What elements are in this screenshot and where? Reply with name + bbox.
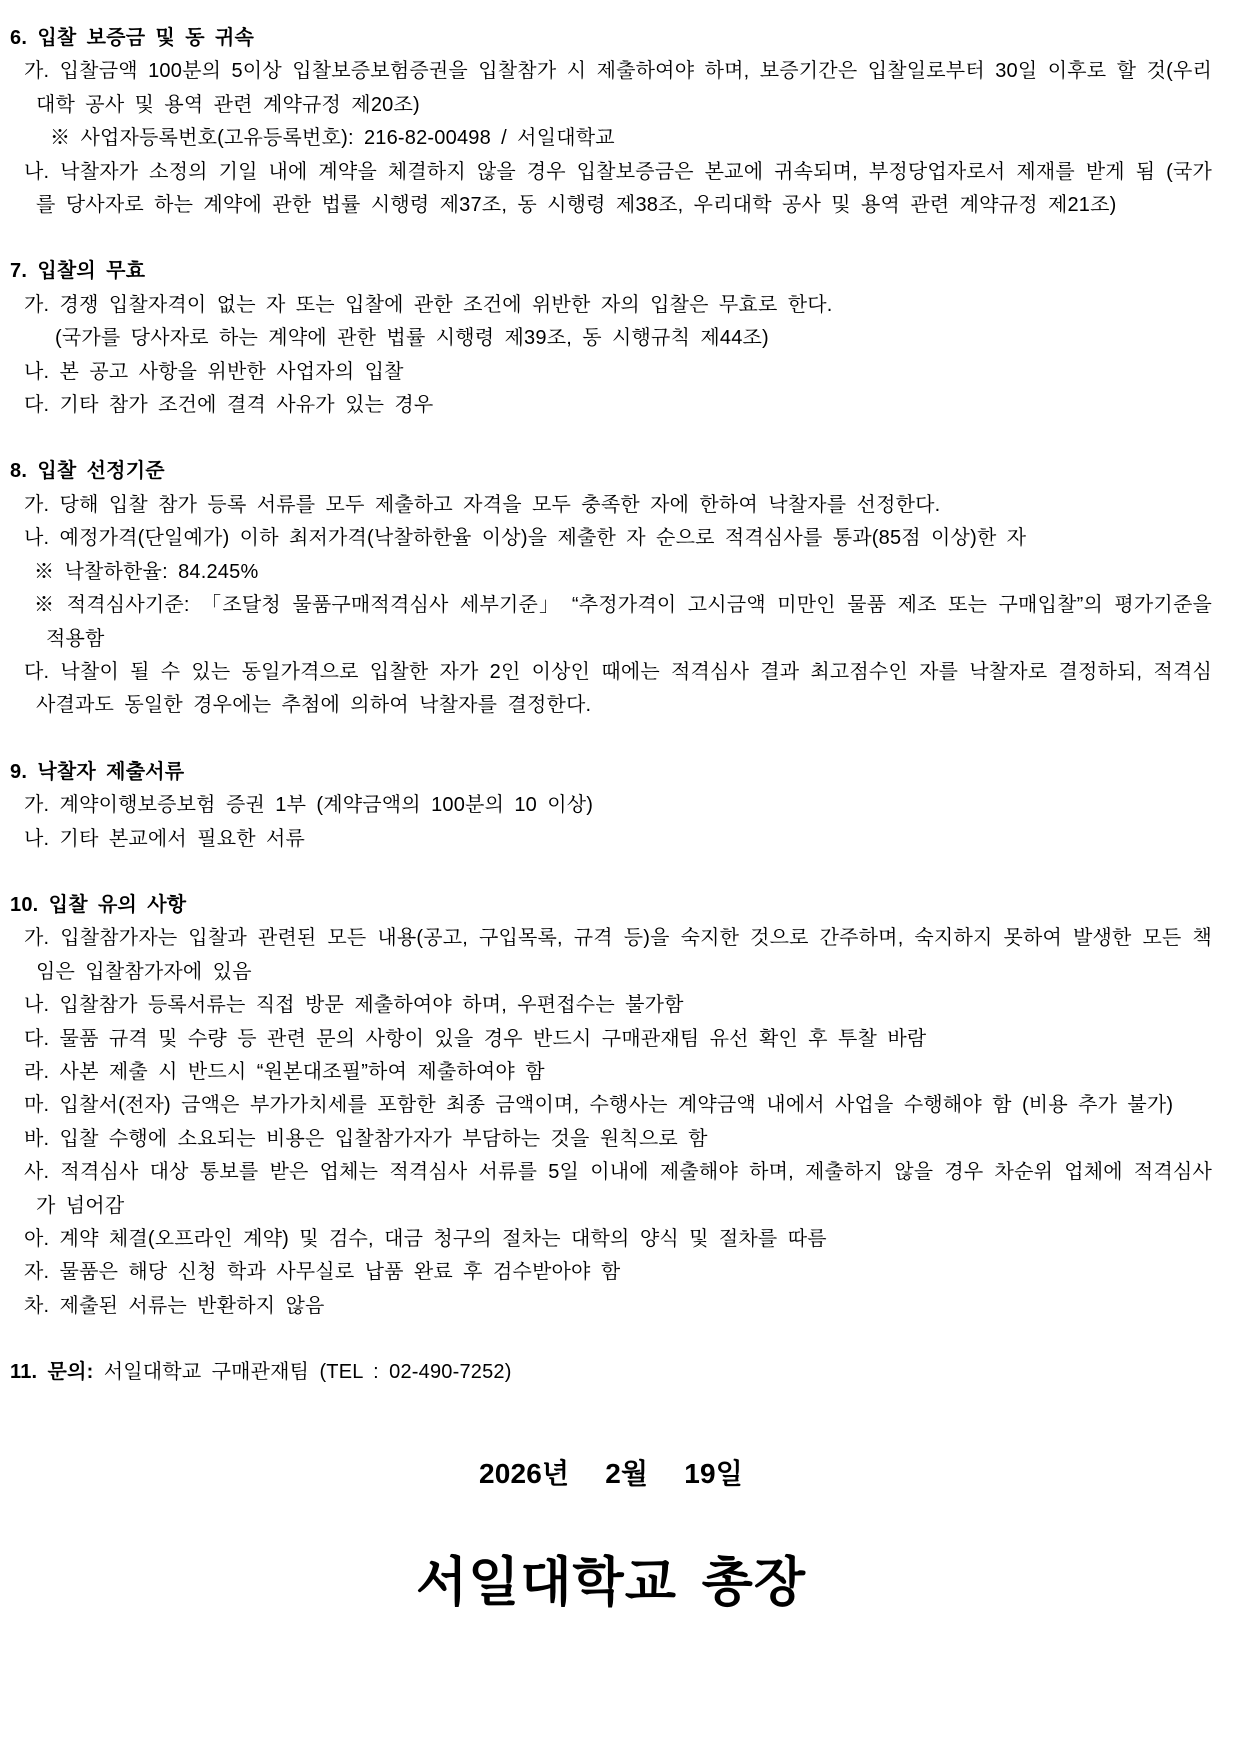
item-label: 나. bbox=[24, 527, 50, 550]
item-text: 입찰금액 100분의 5이상 입찰보증보험증권을 입찰참가 시 제출하여야 하며, 보증기간은 입찰일로부터 30일 이후로 할 것(우리대학 공사 및 용역 관련 계약규정 제20조) bbox=[36, 60, 1212, 116]
item-text: 기타 본교에서 필요한 서류 bbox=[59, 827, 306, 850]
section-8 bbox=[10, 455, 1212, 722]
section-number: 8. bbox=[10, 460, 28, 483]
item-label: 나. bbox=[24, 827, 50, 850]
item-text: 낙찰이 될 수 있는 동일가격으로 입찰한 자가 2인 이상인 때에는 적격심사 결과 최고점수인 자를 낙찰자로 결정하되, 적격심사결과도 동일한 경우에는 추첨에 의하여 낙찰자를 결정한다. bbox=[36, 660, 1212, 717]
item-label: 차. bbox=[24, 1294, 50, 1317]
list-item bbox=[10, 823, 1212, 856]
item-label: 바. bbox=[24, 1127, 50, 1150]
item-text: 입찰참가 등록서류는 직접 방문 제출하여야 하며, 우편접수는 불가함 bbox=[59, 994, 684, 1017]
section-10 bbox=[10, 889, 1212, 1323]
note-item bbox=[10, 589, 1212, 656]
item-text: 기타 참가 조건에 결격 사유가 있는 경우 bbox=[59, 394, 434, 417]
item-label: 다. bbox=[24, 660, 50, 683]
item-text: 입찰서(전자) 금액은 부가가치세를 포함한 최종 금액이며, 수행사는 계약금액 내에서 사업을 수행해야 함 (비용 추가 불가) bbox=[59, 1094, 1174, 1117]
item-label: 가. bbox=[24, 60, 50, 83]
list-item bbox=[10, 1123, 1212, 1156]
item-text: 사본 제출 시 반드시 “원본대조필”하여 제출하여야 함 bbox=[59, 1060, 545, 1083]
list-item bbox=[10, 1223, 1212, 1256]
section-7-heading bbox=[10, 255, 1212, 288]
item-text: 낙찰자가 소정의 기일 내에 계약을 체결하지 않을 경우 입찰보증금은 본교에 귀속되며, 부정당업자로서 제재를 받게 됨 (국가를 당사자로 하는 계약에 관한 법률 시행령 제37조, 동 시행령 제38조, 우리대학 공사 및 용역 관련 계약규정 제21조) bbox=[36, 160, 1212, 217]
section-9 bbox=[10, 756, 1212, 856]
item-label: 마. bbox=[24, 1094, 50, 1117]
section-number: 10. bbox=[10, 893, 39, 916]
note-mark: ※ bbox=[34, 560, 55, 583]
list-item bbox=[10, 1290, 1212, 1323]
section-title: 낙찰자 제출서류 bbox=[37, 760, 185, 783]
item-label: 라. bbox=[24, 1060, 50, 1083]
list-item bbox=[10, 1089, 1212, 1122]
list-item bbox=[10, 156, 1212, 223]
section-number: 6. bbox=[10, 27, 28, 49]
list-item bbox=[10, 922, 1212, 989]
section-7 bbox=[10, 255, 1212, 422]
section-11 bbox=[10, 1356, 1212, 1389]
note-mark: ※ bbox=[34, 594, 56, 617]
item-label: 가. bbox=[24, 493, 50, 516]
list-item bbox=[10, 489, 1212, 522]
item-label: 나. bbox=[24, 994, 50, 1017]
item-text: 물품 규격 및 수량 등 관련 문의 사항이 있을 경우 반드시 구매관재팀 유선 확인 후 투찰 바람 bbox=[59, 1027, 927, 1050]
item-label: 다. bbox=[24, 1027, 50, 1050]
item-text: 적격심사 대상 통보를 받은 업체는 적격심사 서류를 5일 이내에 제출해야 하며, 제출하지 않을 경우 차순위 업체에 적격심사가 넘어감 bbox=[36, 1161, 1212, 1217]
list-item bbox=[10, 55, 1212, 122]
item-label: 다. bbox=[24, 394, 50, 417]
list-item bbox=[10, 1256, 1212, 1289]
item-label: 나. bbox=[24, 360, 50, 383]
list-item bbox=[10, 789, 1212, 822]
list-item bbox=[10, 289, 1212, 322]
section-title: 입찰의 무효 bbox=[37, 260, 146, 283]
list-item bbox=[10, 356, 1212, 389]
section-number: 9. bbox=[10, 760, 28, 783]
list-item bbox=[10, 389, 1212, 422]
item-label: 가. bbox=[24, 927, 50, 950]
section-title: 입찰 보증금 및 동 귀속 bbox=[37, 27, 255, 49]
item-label: 아. bbox=[24, 1228, 50, 1250]
contact-label: 11. 문의: bbox=[10, 1361, 94, 1384]
item-label: 가. bbox=[24, 794, 50, 817]
note-mark: ※ bbox=[50, 127, 71, 150]
item-text: 입찰참가자는 입찰과 관련된 모든 내용(공고, 구입목록, 규격 등)을 숙지한 것으로 간주하며, 숙지하지 못하여 발생한 모든 책임은 입찰참가자에 있음 bbox=[36, 927, 1212, 983]
section-number: 7. bbox=[10, 260, 28, 283]
note-text: 낙찰하한율: 84.245% bbox=[64, 560, 259, 583]
list-item bbox=[10, 1156, 1212, 1223]
item-label: 사. bbox=[24, 1161, 50, 1184]
item-text: 본 공고 사항을 위반한 사업자의 입찰 bbox=[59, 360, 404, 383]
section-6-heading bbox=[10, 22, 1212, 55]
section-title: 입찰 유의 사항 bbox=[48, 893, 187, 916]
list-item bbox=[10, 522, 1212, 555]
section-6 bbox=[10, 22, 1212, 222]
list-item bbox=[10, 1056, 1212, 1089]
note-item bbox=[10, 122, 1212, 155]
item-text: (국가를 당사자로 하는 계약에 관한 법률 시행령 제39조, 동 시행규칙 제44조) bbox=[55, 327, 769, 350]
list-item bbox=[10, 1023, 1212, 1056]
item-text: 계약이행보증보험 증권 1부 (계약금액의 100분의 10 이상) bbox=[59, 794, 594, 817]
note-text: 사업자등록번호(고유등록번호): 216-82-00498 / 서일대학교 bbox=[80, 127, 615, 150]
section-10-heading bbox=[10, 889, 1212, 922]
item-label: 가. bbox=[24, 293, 50, 316]
item-text: 제출된 서류는 반환하지 않음 bbox=[59, 1294, 325, 1317]
contact-line bbox=[10, 1356, 1212, 1389]
item-text: 당해 입찰 참가 등록 서류를 모두 제출하고 자격을 모두 충족한 자에 한하여 낙찰자를 선정한다. bbox=[59, 493, 941, 516]
signature: 서일대학교 총장 bbox=[415, 1552, 807, 1612]
item-label: 자. bbox=[24, 1261, 50, 1284]
document-date: 2026년 2월 19일 bbox=[478, 1457, 744, 1489]
note-text: 적격심사기준: 「조달청 물품구매적격심사 세부기준」 “추정가격이 고시금액 미만인 물품 제조 또는 구매입찰”의 평가기준을 적용함 bbox=[46, 594, 1212, 650]
item-text: 계약 체결(오프라인 계약) 및 검수, 대금 청구의 절차는 대학의 양식 및 절차를 따름 bbox=[59, 1228, 827, 1250]
item-label: 나. bbox=[24, 160, 50, 183]
item-text: 물품은 해당 신청 학과 사무실로 납품 완료 후 검수받아야 함 bbox=[59, 1261, 621, 1284]
list-item bbox=[10, 989, 1212, 1022]
section-title: 입찰 선정기준 bbox=[37, 460, 165, 483]
note-item bbox=[10, 556, 1212, 589]
item-text: 입찰 수행에 소요되는 비용은 입찰참가자가 부담하는 것을 원칙으로 함 bbox=[59, 1127, 708, 1150]
list-item bbox=[10, 656, 1212, 723]
section-8-heading bbox=[10, 455, 1212, 488]
contact-text: 서일대학교 구매관재팀 (TEL : 02-490-7252) bbox=[103, 1361, 512, 1384]
continuation-line bbox=[10, 322, 1212, 355]
item-text: 예정가격(단일예가) 이하 최저가격(낙찰하한율 이상)을 제출한 자 순으로 적격심사를 통과(85점 이상)한 자 bbox=[59, 527, 1027, 550]
item-text: 경쟁 입찰자격이 없는 자 또는 입찰에 관한 조건에 위반한 자의 입찰은 무효로 한다. bbox=[59, 293, 833, 316]
section-9-heading bbox=[10, 756, 1212, 789]
